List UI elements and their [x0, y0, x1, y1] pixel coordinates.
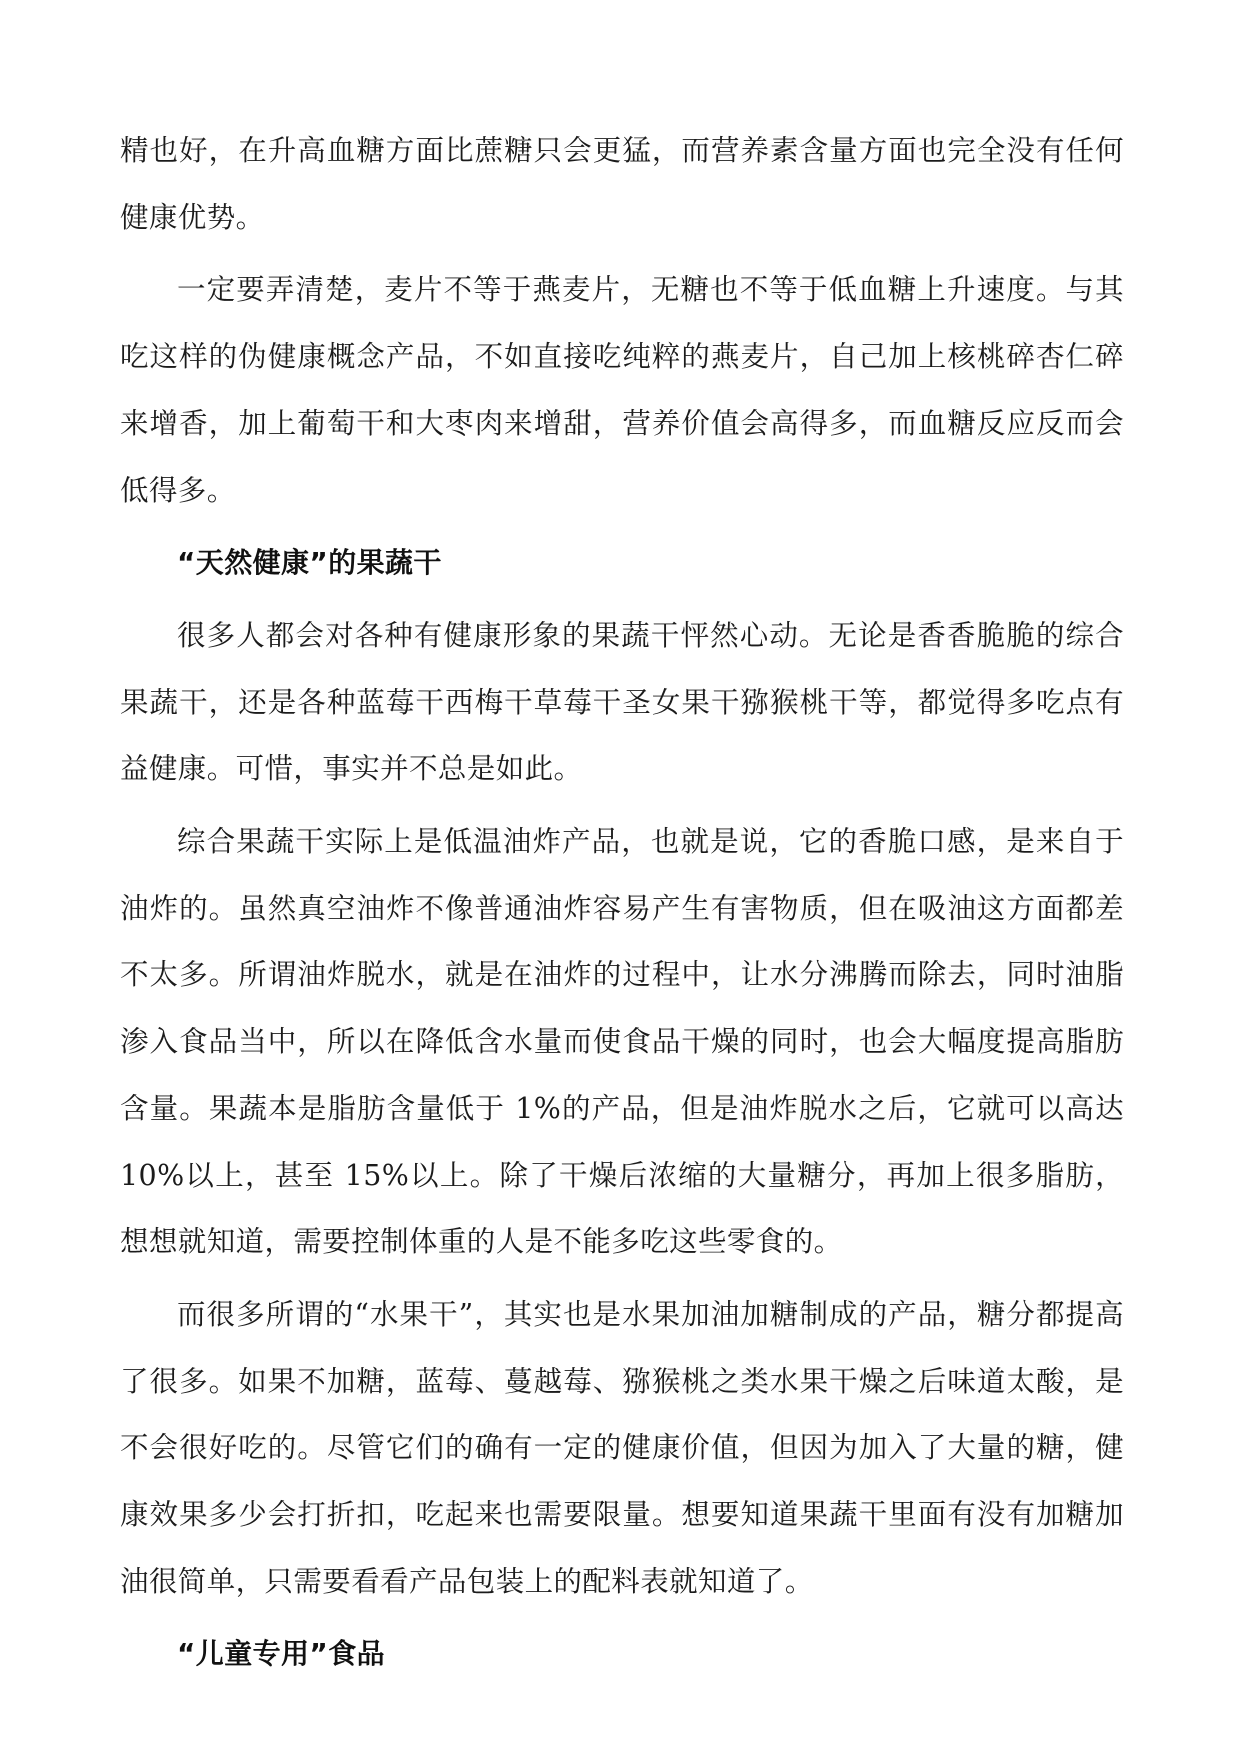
document-body: [120, 118, 1124, 1694]
paragraph-fried-fruit-chips: 综合果蔬干实际上是低温油炸产品，也就是说，它的香脆口感，是来自于油炸的。虽然真空油炸不像普通油炸容易产生有害物质，但在吸油这方面都差不太多。所谓油炸脱水，就是在油炸的过程中，让水分沸腾而除去，同时油脂渗入食品当中，所以在降低含水量而使食品干燥的同时，也会大幅度提高脂肪含量。果蔬本是脂肪含量低于 1%的产品，但是油炸脱水之后，它就可以高达10%以上，甚至 15%以上。除了干燥后浓缩的大量糖分，再加上很多脂肪，想想就知道，需要控制体重的人是不能多吃这些零食的。: [120, 825, 1124, 1259]
section-heading-children-food: “儿童专用”食品: [177, 1637, 386, 1671]
section-heading-dried-fruit: “天然健康”的果蔬干: [177, 546, 442, 580]
paragraph-continuation: 精也好，在升高血糖方面比蔗糖只会更猛，而营养素含量方面也完全没有任何健康优势。: [120, 134, 1124, 234]
paragraph-oat-advice: 一定要弄清楚，麦片不等于燕麦片，无糖也不等于低血糖上升速度。与其吃这样的伪健康概念产品，不如直接吃纯粹的燕麦片，自己加上核桃碎杏仁碎来增香，加上葡萄干和大枣肉来增甜，营养价值会高得多，而血糖反应反而会低得多。: [120, 273, 1124, 507]
paragraph-dried-fruit-intro: 很多人都会对各种有健康形象的果蔬干怦然心动。无论是香香脆脆的综合果蔬干，还是各种蓝莓干西梅干草莓干圣女果干猕猴桃干等，都觉得多吃点有益健康。可惜，事实并不总是如此。: [120, 618, 1124, 786]
paragraph-sugared-dried-fruit: 而很多所谓的“水果干”，其实也是水果加油加糖制成的产品，糖分都提高了很多。如果不加糖，蓝莓、蔓越莓、猕猴桃之类水果干燥之后味道太酸，是不会很好吃的。尽管它们的确有一定的健康价值，但因为加入了大量的糖，健康效果多少会打折扣，吃起来也需要限量。想要知道果蔬干里面有没有加糖加油很简单，只需要看看产品包装上的配料表就知道了。: [120, 1297, 1124, 1598]
